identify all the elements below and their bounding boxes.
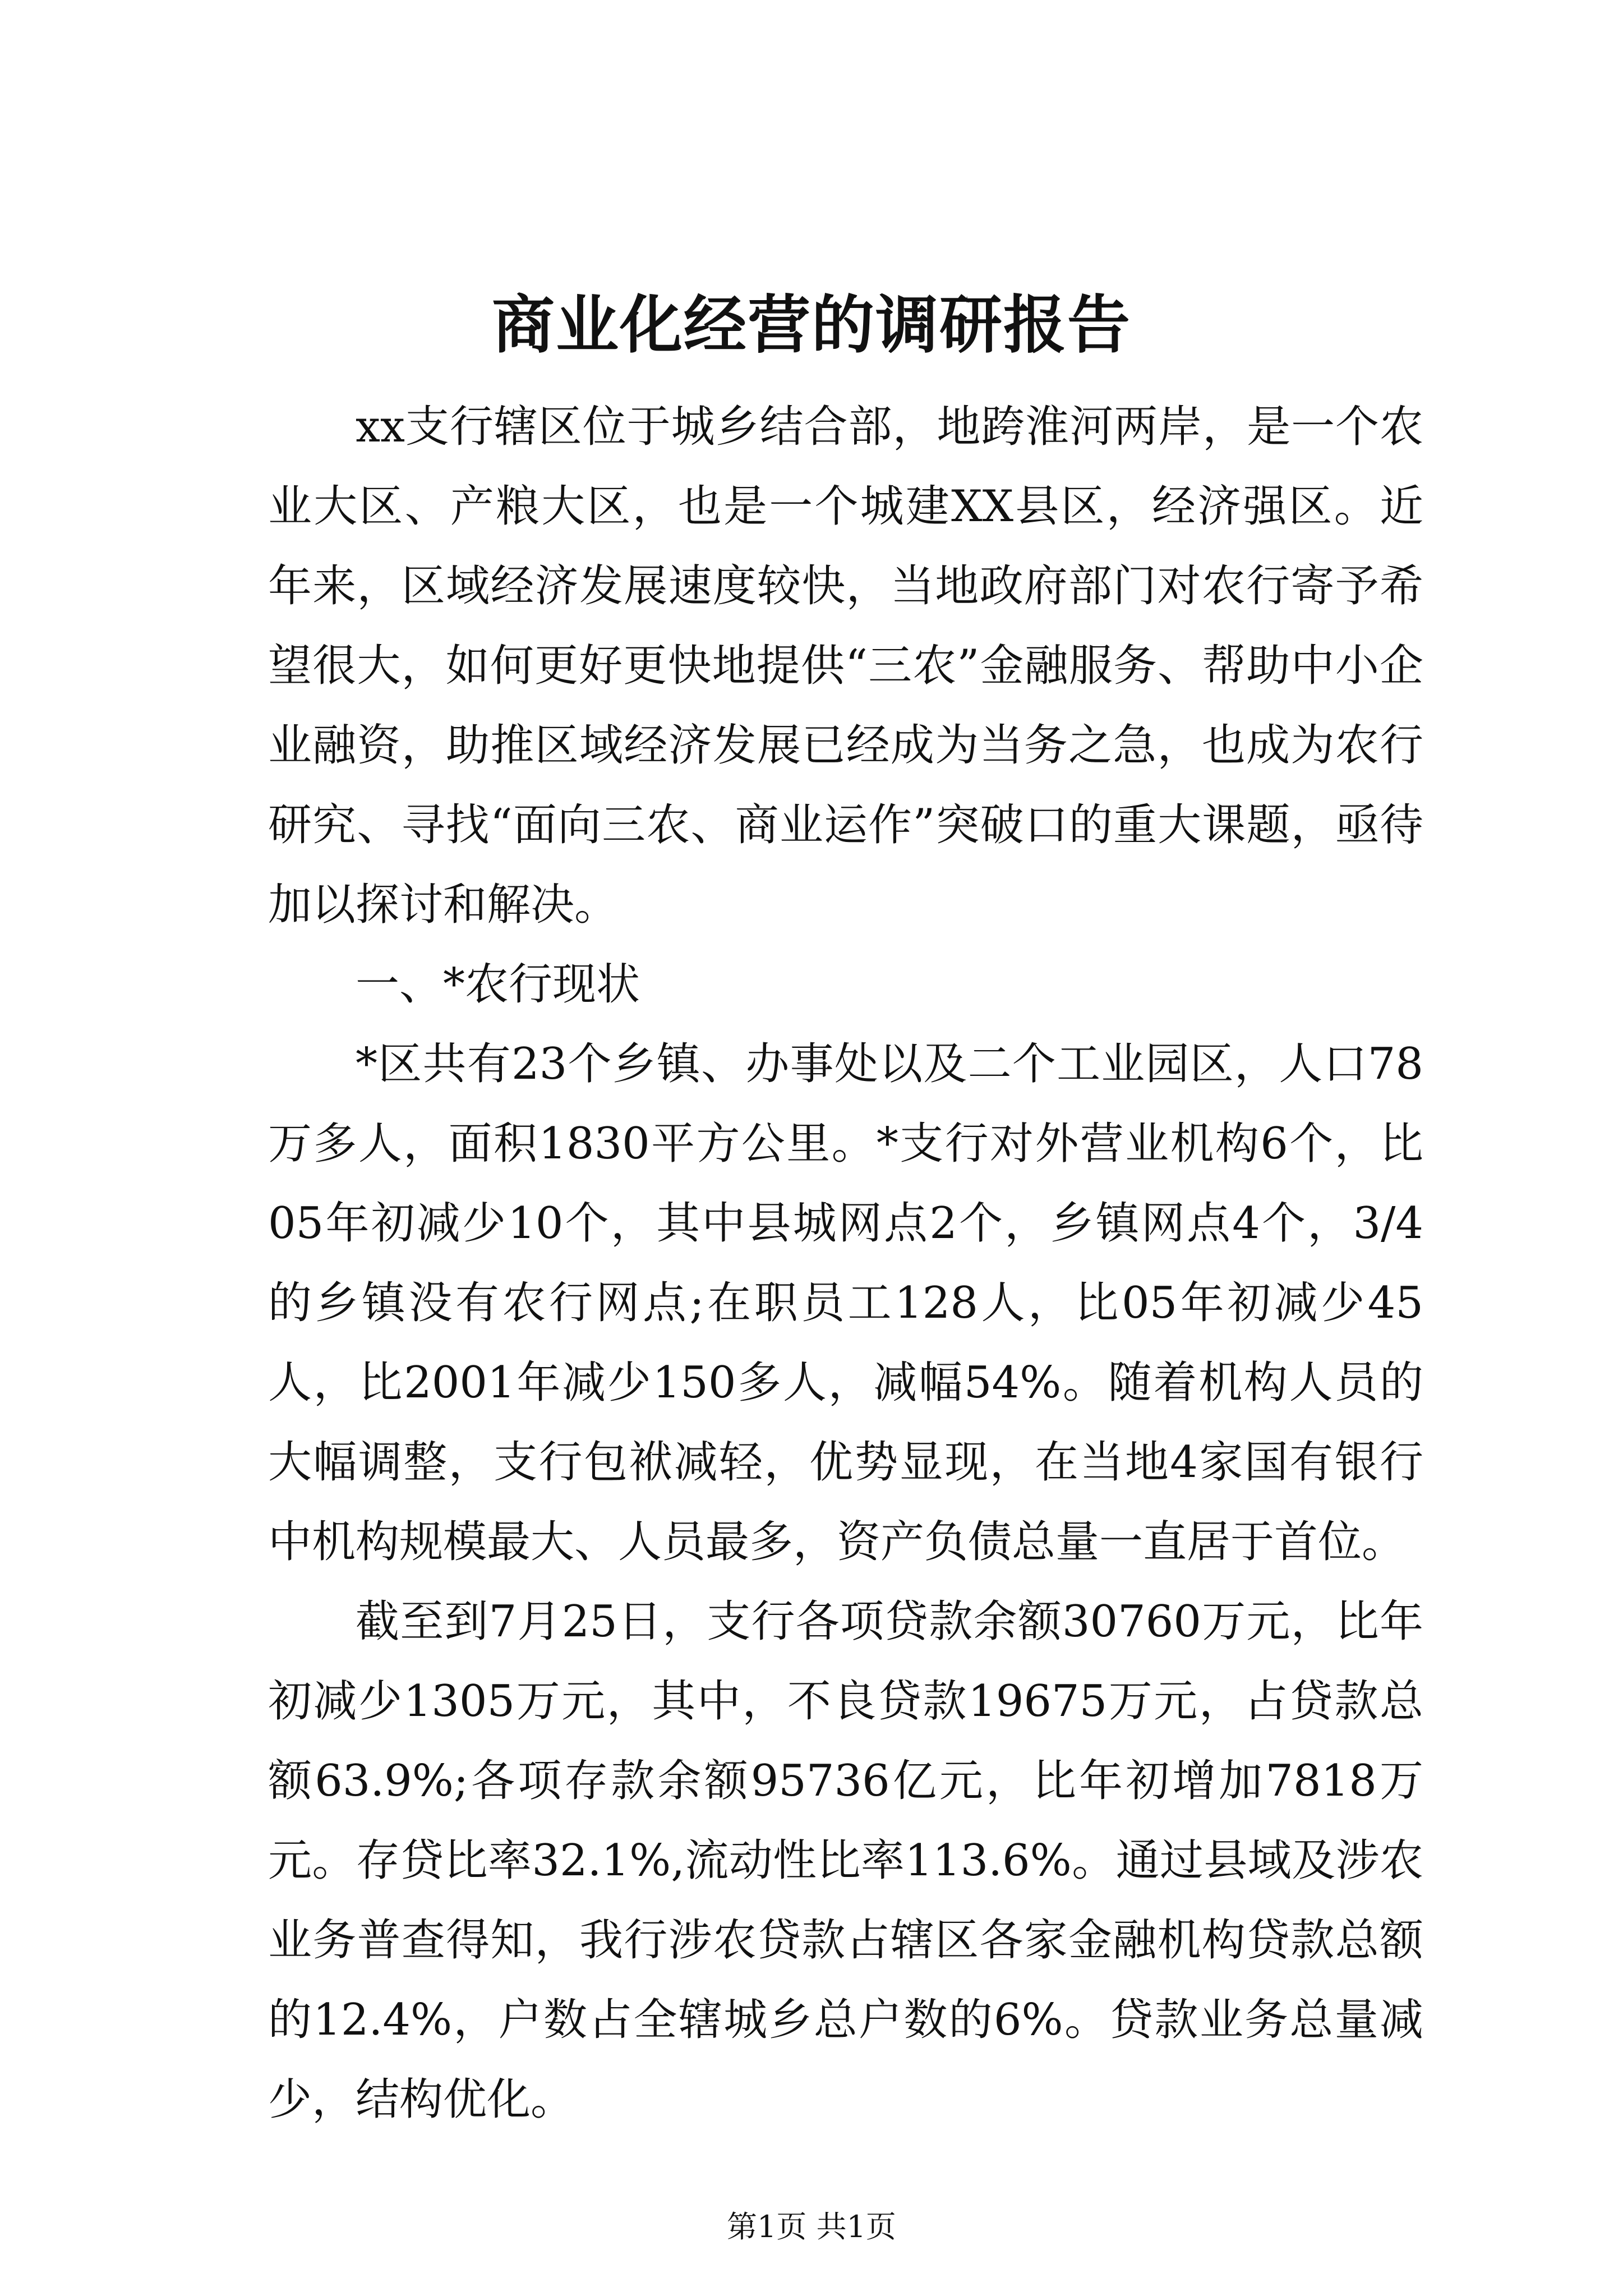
paragraph-status: *区共有23个乡镇、办事处以及二个工业园区，人口78万多人，面积1830平方公里。*支行对外营业机构6个，比05年初减少10个，其中县城网点2个，乡镇网点4个，3/4的乡镇没有农行网点;在职员工128人，比05年初减少45人，比2001年减少150多人，减幅54%。随着机构人员的大幅调整，支行包袱减轻，优势显现，在当地4家国有银行中机构规模最大、人员最多，资产负债总量一直居于首位。 [268, 1039, 1423, 1567]
document-body [268, 387, 1423, 2139]
page-footer: 第1页 共1页 [727, 2209, 896, 2244]
document-title: 商业化经营的调研报告 [492, 288, 1131, 362]
paragraph-intro: xx支行辖区位于城乡结合部，地跨淮河两岸，是一个农业大区、产粮大区，也是一个城建XX县区，经济强区。近年来，区域经济发展速度较快，当地政府部门对农行寄予希望很大，如何更好更快地提供“三农”金融服务、帮助中小企业融资，助推区域经济发展已经成为当务之急，也成为农行研究、寻找“面向三农、商业运作”突破口的重大课题，亟待加以探讨和解决。 [268, 402, 1423, 930]
section-heading: 一、*农行现状 [356, 959, 640, 1010]
paragraph-loans: 截至到7月25日，支行各项贷款余额30760万元，比年初减少1305万元，其中，不良贷款19675万元，占贷款总额63.9%;各项存款余额95736亿元，比年初增加7818万元。存贷比率32.1%,流动性比率113.6%。通过县域及涉农业务普查得知，我行涉农贷款占辖区各家金融机构贷款总额的12.4%，户数占全辖城乡总户数的6%。贷款业务总量减少，结构优化。 [268, 1596, 1423, 2125]
